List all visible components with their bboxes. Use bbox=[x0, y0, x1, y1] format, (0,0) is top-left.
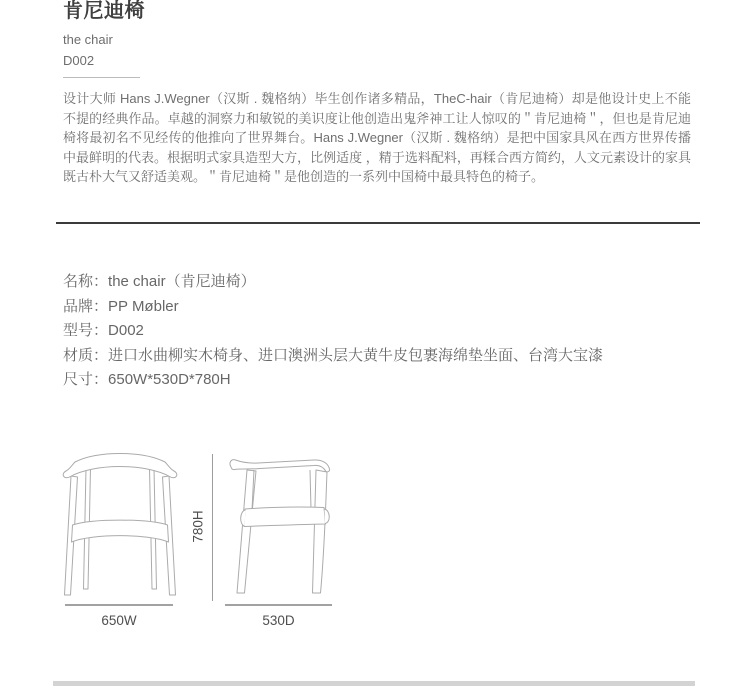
height-dimension-line bbox=[212, 454, 213, 601]
spec-row-material bbox=[63, 344, 603, 369]
spec-label: 名称 bbox=[63, 273, 94, 290]
spec-label: 材质 bbox=[63, 346, 94, 364]
spec-row-size bbox=[63, 368, 603, 393]
product-description: 设计大师 Hans J.Wegner（汉斯 . 魏格纳）毕生创作诸多精品，TheC-hair（肯尼迪椅）却是他设计史上不能不提的经典作品。卓越的洞察力和敏锐的美识度让他创造出鬼斧神工让人惊叹的＂肯尼迪椅＂，但也是肯尼迪椅将最初名不见经传的他推向了世界舞台。Hans J.Wegner（汉斯 . 魏格纳）是把中国家具风在西方世界传播中最鲜明的代表。根据明式家具造型大方，比例适度 ，精于选料配料，再糅合西方简约，人文元素设计的家具既古朴大气又舒适美观。＂肯尼迪椅＂是他创造的一系列中国椅中最具特色的椅子。 bbox=[63, 91, 691, 185]
width-dimension-label: 650W bbox=[101, 613, 137, 628]
spec-value: 650W*530D*780H bbox=[108, 371, 231, 389]
header-divider bbox=[63, 77, 140, 78]
spec-separator: ： bbox=[93, 322, 109, 340]
spec-value: PP Møbler bbox=[108, 297, 179, 315]
spec-value: D002 bbox=[108, 322, 144, 340]
depth-dimension-label: 530D bbox=[262, 613, 295, 628]
chair-side-drawing bbox=[228, 452, 332, 599]
spec-separator: ： bbox=[93, 371, 109, 389]
spec-label: 型号 bbox=[63, 322, 94, 340]
bottom-divider-bar bbox=[53, 681, 695, 686]
product-subtitle: the chair bbox=[63, 32, 113, 47]
spec-separator: ： bbox=[93, 297, 109, 315]
section-divider bbox=[56, 222, 700, 224]
height-dimension-label: 780H bbox=[190, 510, 206, 543]
product-model-code: D002 bbox=[63, 53, 95, 68]
spec-row-name bbox=[63, 270, 603, 295]
chair-front-drawing bbox=[62, 452, 178, 602]
spec-list bbox=[63, 270, 603, 393]
width-dimension-line bbox=[65, 604, 173, 606]
spec-value: the chair（肯尼迪椅） bbox=[108, 273, 256, 290]
spec-separator: ： bbox=[93, 346, 109, 364]
spec-row-model bbox=[63, 319, 603, 344]
spec-row-brand bbox=[63, 295, 603, 320]
spec-label: 尺寸 bbox=[63, 371, 94, 389]
depth-dimension-line bbox=[225, 604, 332, 606]
spec-separator: ： bbox=[93, 273, 109, 290]
spec-label: 品牌 bbox=[63, 297, 94, 315]
spec-value: 进口水曲柳实木椅身、进口澳洲头层大黄牛皮包裹海绵垫坐面、台湾大宝漆 bbox=[108, 346, 604, 364]
page-title: 肯尼迪椅 bbox=[63, 0, 145, 22]
